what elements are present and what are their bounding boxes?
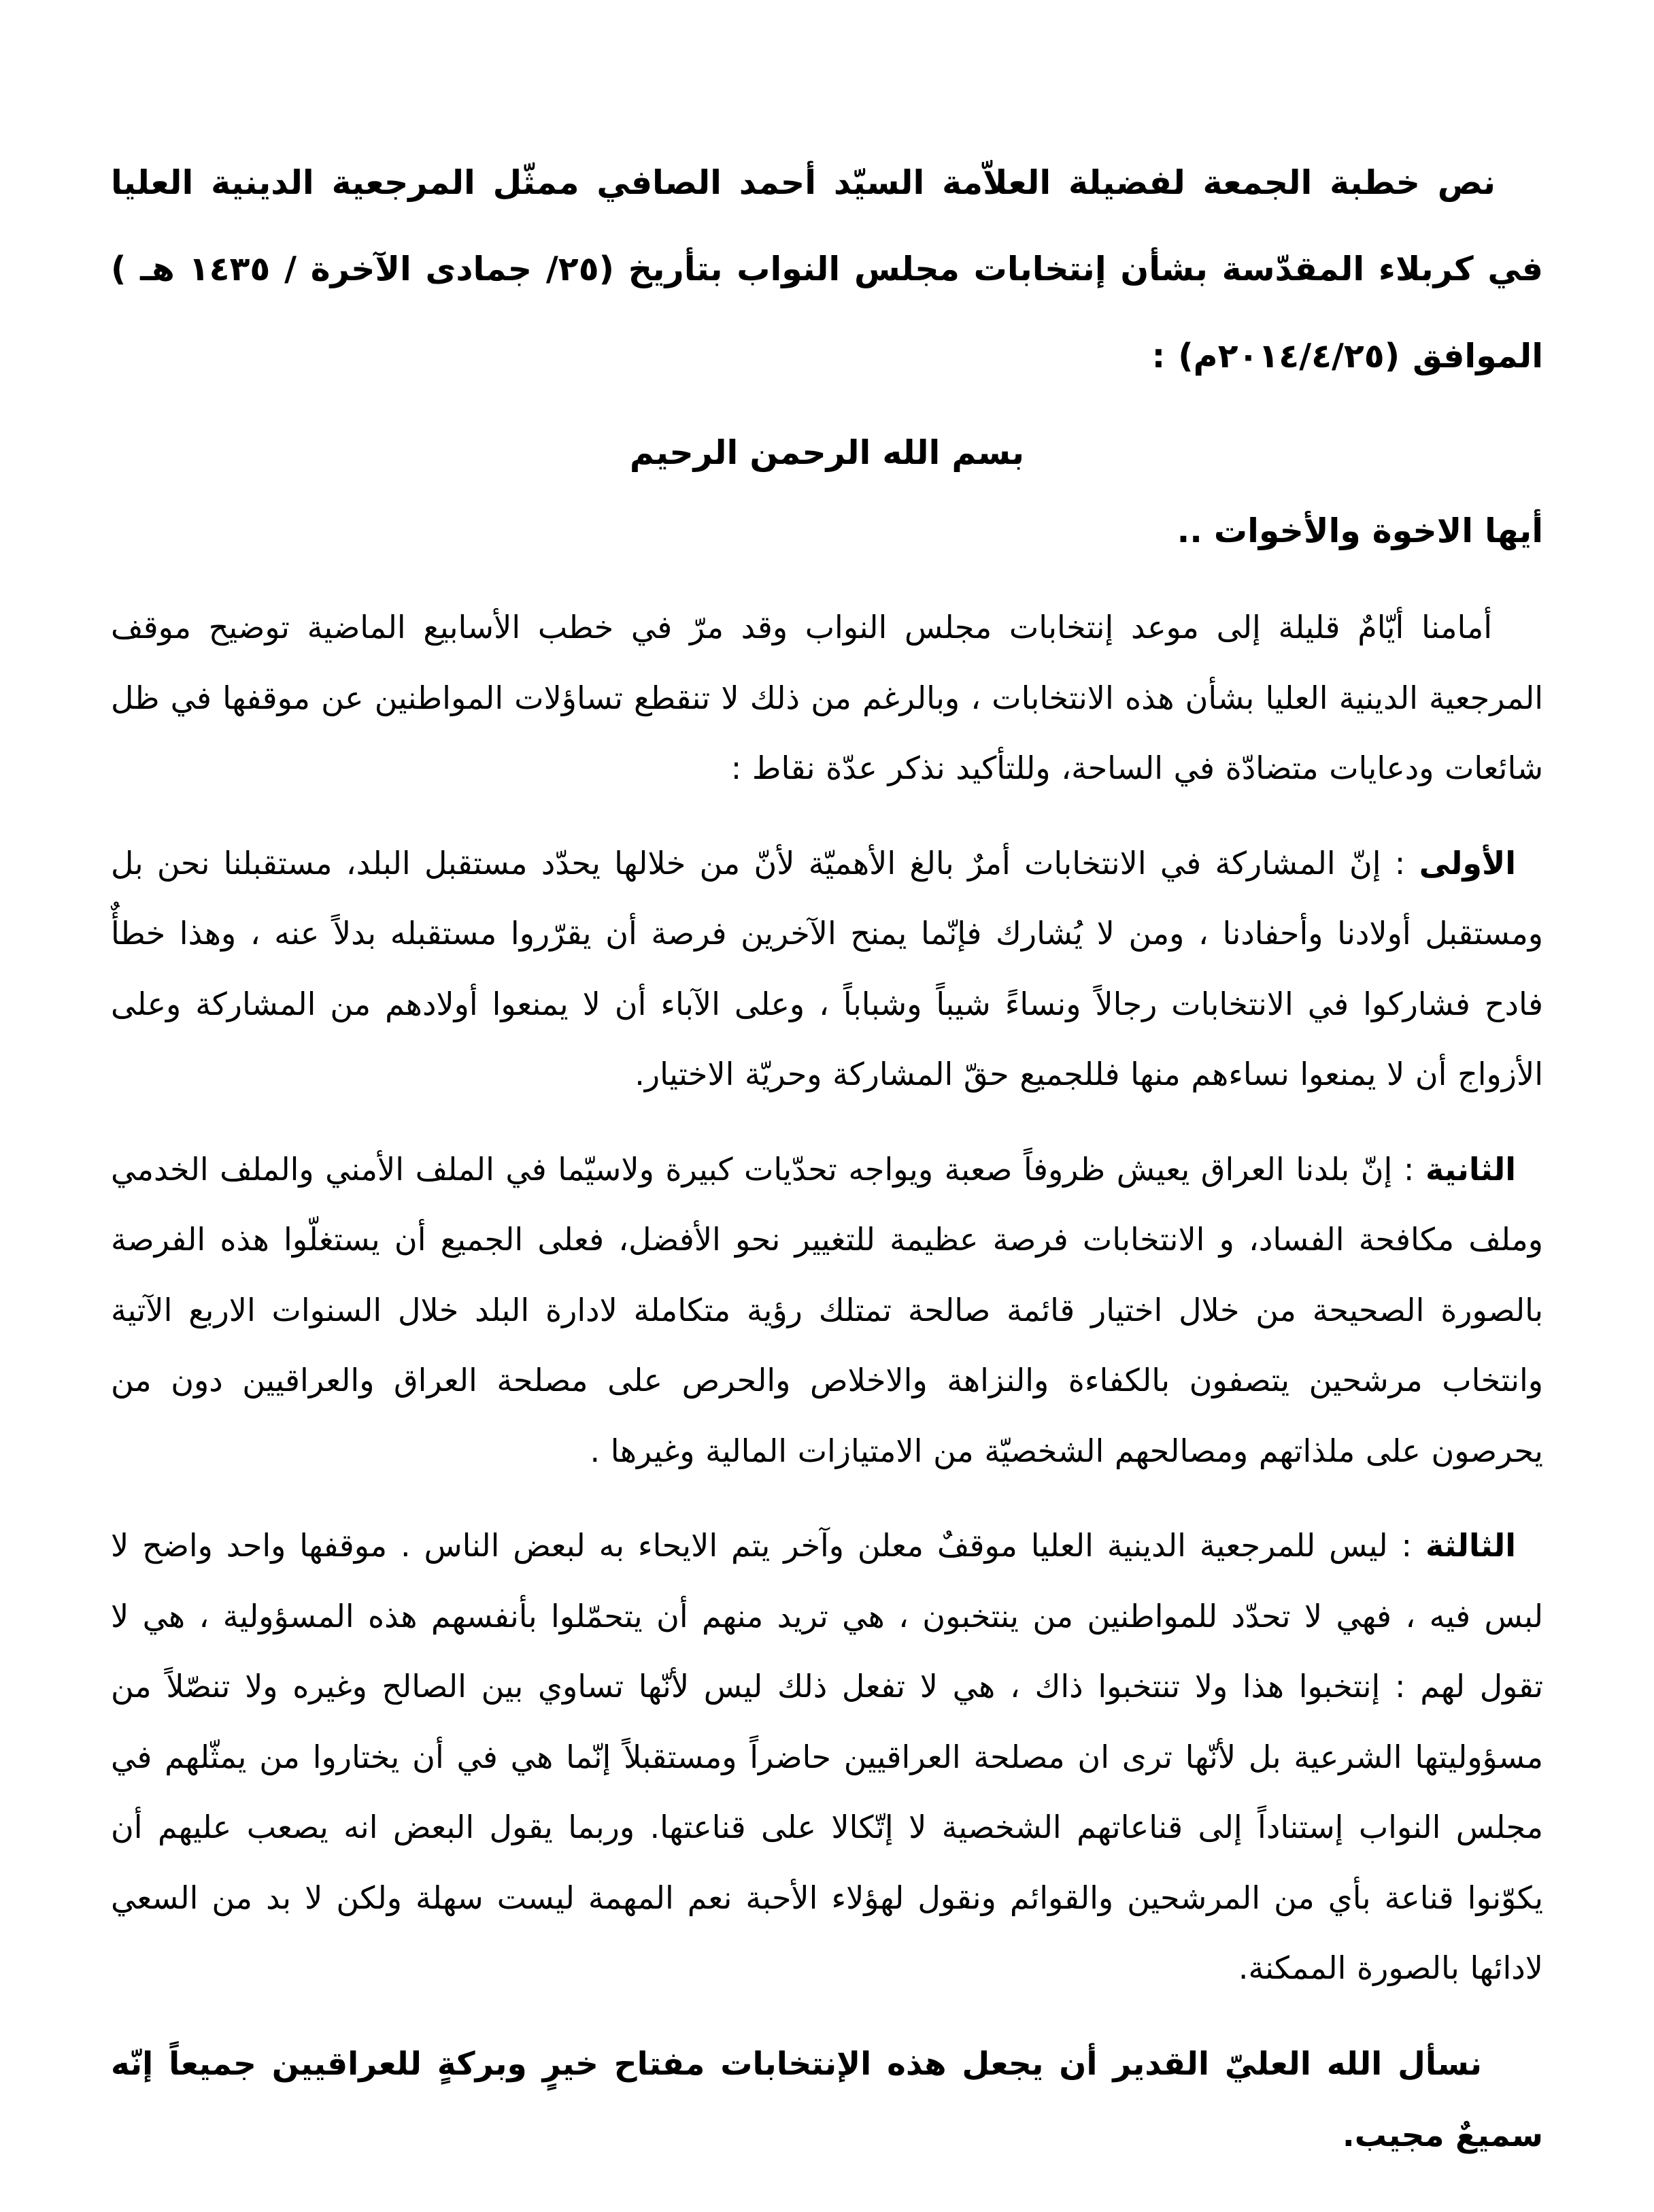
closing-prayer: نسأل الله العليّ القدير أن يجعل هذه الإنتخابات مفتاح خيرٍ وبركةٍ للعراقيين جميعاً إنّه سميعٌ مجيب. [111, 2045, 1543, 2155]
paragraph-third-text: : ليس للمرجعية الدينية العليا موقفٌ معلن وآخر يتم الايحاء به لبعض الناس . موقفها واحد واضح لا لبس فيه ، فهي لا تحدّد للمواطنين من ينتخبون ، هي تريد منهم أن يتحمّلوا بأنفسهم هذه المسؤولية ، هي لا تقول لهم : إنتخبوا هذا ولا تنتخبوا ذاك ، هي لا تفعل ذلك ليس لأنّها تساوي بين الصالح وغيره ولا تنصّلاً من مسؤوليتها الشرعية بل لأنّها ترى ان مصلحة العراقيين حاضراً ومستقبلاً إنّما هي في أن يختاروا من يمثّلهم في مجلس النواب إستناداً إلى قناعاتهم الشخصية لا إتّكالا على قناعتها. وربما يقول البعض انه يصعب عليهم أن يكوّنوا قناعة بأي من المرشحين والقوائم ونقول لهؤلاء الأحبة نعم المهمة ليست سهلة ولكن لا بد من السعي لادائها بالصورة الممكنة. [111, 1527, 1543, 1987]
paragraph-second-point [111, 1135, 1543, 1487]
paragraph-first-point [111, 828, 1543, 1110]
paragraph-intro-text: أمامنا أيّامٌ قليلة إلى موعد إنتخابات مجلس النواب وقد مرّ في خطب الأسابيع الماضية توضيح موقف المرجعية الدينية العليا بشأن هذه الانتخابات ، وبالرغم من ذلك لا تنقطع تساؤلات المواطنين عن موقفها في ظل شائعات ودعايات متضادّة في الساحة، وللتأكيد نذكر عدّة نقاط : [111, 609, 1543, 787]
paragraph-second-lead: الثانية [1425, 1150, 1516, 1188]
paragraph-third-lead: الثالثة [1425, 1527, 1516, 1564]
basmala: بسم الله الرحمن الرحيم [629, 433, 1025, 473]
salutation: أيها الاخوة والأخوات .. [1177, 512, 1543, 551]
paragraph-second-text: : إنّ بلدنا العراق يعيش ظروفاً صعبة ويواجه تحدّيات كبيرة ولاسيّما في الملف الأمني والملف الخدمي وملف مكافحة الفساد، و الانتخابات فرصة عظيمة للتغيير نحو الأفضل، فعلى الجميع أن يستغلّوا هذه الفرصة بالصورة الصحيحة من خلال اختيار قائمة صالحة تمتلك رؤية متكاملة لادارة البلد خلال السنوات الاربع الآتية وانتخاب مرشحين يتصفون بالكفاءة والنزاهة والاخلاص والحرص على مصلحة العراق والعراقيين دون من يحرصون على ملذاتهم ومصالحهم الشخصيّة من الامتيازات المالية وغيرها . [111, 1150, 1543, 1469]
document-title: نص خطبة الجمعة لفضيلة العلاّمة السيّد أحمد الصافي ممثّل المرجعية الدينية العليا في كربلاء المقدّسة بشأن إنتخابات مجلس النواب بتأريخ (٢٥/ جمادى الآخرة / ١٤٣٥ هـ ) الموافق (٢٠١٤/٤/٢٥م) : [111, 163, 1543, 375]
paragraph-first-lead: الأولى [1419, 844, 1516, 882]
paragraph-intro [111, 592, 1543, 804]
paragraph-first-text: : إنّ المشاركة في الانتخابات أمرٌ بالغ الأهميّة لأنّ من خلالها يحدّد مستقبل البلد، مستقبلنا نحن بل ومستقبل أولادنا وأحفادنا ، ومن لا يُشارك فإنّما يمنح الآخرين فرصة أن يقرّروا مستقبله بدلاً عنه ، وهذا خطأٌ فادح فشاركوا في الانتخابات رجالاً ونساءً شيباً وشباباً ، وعلى الآباء أن لا يمنعوا أولادهم من المشاركة وعلى الأزواج أن لا يمنعوا نساءهم منها فللجميع حقّ المشاركة وحريّة الاختيار. [111, 844, 1543, 1093]
paragraph-third-point [111, 1511, 1543, 2004]
